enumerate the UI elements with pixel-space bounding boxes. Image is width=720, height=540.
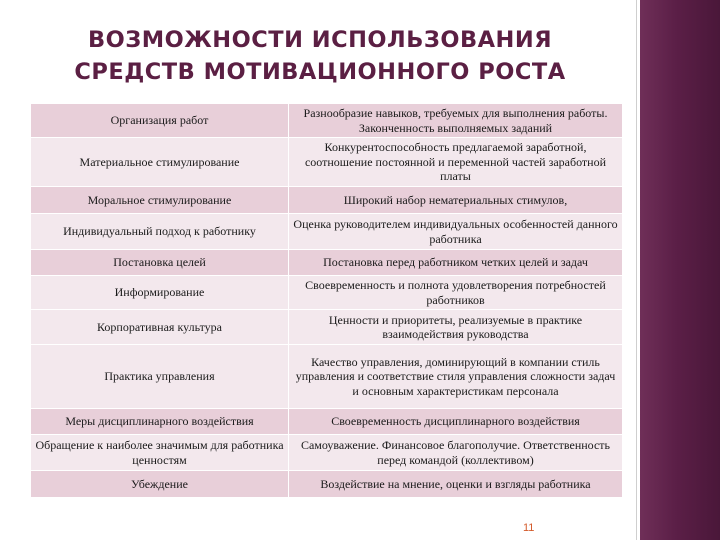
table-row — [31, 276, 623, 310]
row-label: Корпоративная культура — [31, 310, 289, 345]
table-row — [31, 104, 623, 138]
row-label: Индивидуальный подход к работнику — [31, 214, 289, 250]
table-row — [31, 409, 623, 435]
row-description: Воздействие на мнение, оценки и взгляды работника — [289, 471, 623, 498]
table-row — [31, 471, 623, 498]
row-description: Широкий набор нематериальных стимулов, — [289, 187, 623, 214]
row-description: Своевременность дисциплинарного воздействия — [289, 409, 623, 435]
table-row — [31, 138, 623, 187]
row-label: Информирование — [31, 276, 289, 310]
table-row — [31, 310, 623, 345]
motivation-table — [30, 103, 623, 498]
table-row — [31, 187, 623, 214]
row-label: Убеждение — [31, 471, 289, 498]
row-label: Организация работ — [31, 104, 289, 138]
title-line-1: ВОЗМОЖНОСТИ ИСПОЛЬЗОВАНИЯ — [87, 27, 553, 53]
row-label: Обращение к наиболее значимым для работника ценностям — [31, 435, 289, 471]
row-description: Самоуважение. Финансовое благополучие. Ответственность перед командой (коллективом) — [289, 435, 623, 471]
row-label: Меры дисциплинарного воздействия — [31, 409, 289, 435]
table-row — [31, 435, 623, 471]
row-description: Своевременность и полнота удовлетворения потребностей работников — [289, 276, 623, 310]
row-label: Моральное стимулирование — [31, 187, 289, 214]
table-row — [31, 345, 623, 409]
row-description: Оценка руководителем индивидуальных особенностей данного работника — [289, 214, 623, 250]
table-row — [31, 214, 623, 250]
row-description: Качество управления, доминирующий в компании стиль управления и соответствие стиля управления сложности задач и основным характеристикам персонала — [289, 345, 623, 409]
row-description: Разнообразие навыков, требуемых для выполнения работы. Законченность выполняемых заданий — [289, 104, 623, 138]
table-row — [31, 250, 623, 276]
row-description: Конкурентоспособность предлагаемой заработной, соотношение постоянной и переменной частей заработной платы — [289, 138, 623, 187]
row-label: Материальное стимулирование — [31, 138, 289, 187]
side-divider — [636, 0, 637, 540]
row-label: Практика управления — [31, 345, 289, 409]
side-decor-panel — [640, 0, 720, 540]
page-number: 11 — [523, 522, 535, 534]
row-description: Ценности и приоритеты, реализуемые в практике взаимодействия руководства — [289, 310, 623, 345]
row-label: Постановка целей — [31, 250, 289, 276]
slide-title — [40, 24, 600, 88]
title-line-2: СРЕДСТВ МОТИВАЦИОННОГО РОСТА — [74, 59, 566, 85]
row-description: Постановка перед работником четких целей и задач — [289, 250, 623, 276]
